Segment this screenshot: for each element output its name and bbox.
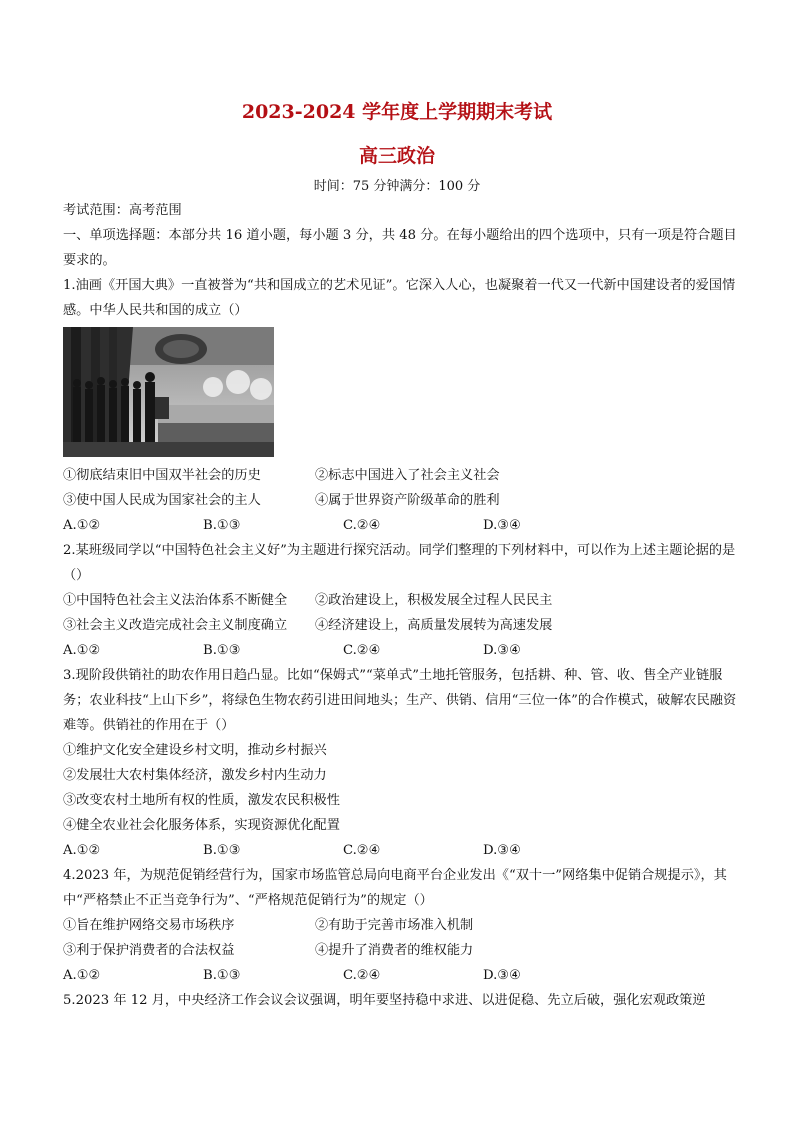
q3-option-b[interactable]: B.①③ <box>203 843 241 858</box>
q2-option-a[interactable]: A.①② <box>63 643 101 658</box>
q3-statement-4: ④健全农业社会化服务体系，实现资源优化配置 <box>63 818 340 833</box>
q1-option-d[interactable]: D.③④ <box>483 518 521 533</box>
q1-option-a[interactable]: A.①② <box>63 518 101 533</box>
q4-option-b[interactable]: B.①③ <box>203 968 241 983</box>
q2-statement-4: ④经济建设上，高质量发展转为高速发展 <box>315 618 553 633</box>
exam-scope: 考试范围：高考范围 <box>63 203 182 218</box>
painting-image <box>63 327 274 457</box>
q4-option-c[interactable]: C.②④ <box>343 968 381 983</box>
q3-options <box>63 838 741 863</box>
q1-option-b[interactable]: B.①③ <box>203 518 241 533</box>
q1-statement-2: ②标志中国进入了社会主义社会 <box>315 468 500 483</box>
q4-option-a[interactable]: A.①② <box>63 968 101 983</box>
q4-option-d[interactable]: D.③④ <box>483 968 521 983</box>
q4-options <box>63 963 741 988</box>
q1-statement-3: ③使中国人民成为国家社会的主人 <box>63 493 261 508</box>
q2-option-d[interactable]: D.③④ <box>483 643 521 658</box>
question-4-stem: 4.2023 年，为规范促销经营行为，国家市场监管总局向电商平台企业发出《“双十一”网络集中促销合规提示》，其中“严格禁止不正当竞争行为”、“严格规范促销行为”的规定（） <box>63 868 727 908</box>
q2-option-c[interactable]: C.②④ <box>343 643 381 658</box>
exam-time-info: 时间：75 分钟满分：100 分 <box>313 179 481 194</box>
question-2-stem: 2.某班级同学以“中国特色社会主义好”为主题进行探究活动。同学们整理的下列材料中，可以作为上述主题论据的是（） <box>63 543 736 583</box>
founding-ceremony-painting <box>63 327 274 457</box>
question-1-stem: 1.油画《开国大典》一直被誉为“共和国成立的艺术见证”。它深入人心，也凝聚着一代又一代新中国建设者的爱国情感。中华人民共和国的成立（） <box>63 278 736 318</box>
q1-statement-1: ①彻底结束旧中国双半社会的历史 <box>63 468 261 483</box>
q4-statement-2: ②有助于完善市场准入机制 <box>315 918 474 933</box>
q2-statement-1: ①中国特色社会主义法治体系不断健全 <box>63 593 288 608</box>
exam-title: 2023-2024 学年度上学期期末考试 <box>241 101 553 123</box>
q2-options <box>63 638 741 663</box>
q1-options <box>63 513 741 538</box>
q4-statement-4: ④提升了消费者的维权能力 <box>315 943 474 958</box>
q2-statement-2: ②政治建设上，积极发展全过程人民民主 <box>315 593 553 608</box>
question-3-stem: 3.现阶段供销社的助农作用日趋凸显。比如“保姆式”“菜单式”土地托管服务，包括耕、种、管、收、售全产业链服务；农业科技“上山下乡”，将绿色生物农药引进田间地头；生产、供销、信用“三位一体”的合作模式，破解农民融资难等。供销社的作用在于（） <box>63 668 737 733</box>
q2-option-b[interactable]: B.①③ <box>203 643 241 658</box>
q3-option-d[interactable]: D.③④ <box>483 843 521 858</box>
section-intro: 一、单项选择题：本部分共 16 道小题，每小题 3 分，共 48 分。在每小题给出的四个选项中，只有一项是符合题目要求的。 <box>63 228 737 268</box>
q2-statement-3: ③社会主义改造完成社会主义制度确立 <box>63 618 288 633</box>
q4-statement-1: ①旨在维护网络交易市场秩序 <box>63 918 235 933</box>
q3-option-c[interactable]: C.②④ <box>343 843 381 858</box>
q3-statement-3: ③改变农村土地所有权的性质，激发农民积极性 <box>63 793 340 808</box>
q3-statement-1: ①维护文化安全建设乡村文明，推动乡村振兴 <box>63 743 327 758</box>
q1-statement-4: ④属于世界资产阶级革命的胜利 <box>315 493 500 508</box>
question-5-stem: 5.2023 年 12 月，中央经济工作会议会议强调，明年要坚持稳中求进、以进促稳、先立后破，强化宏观政策逆 <box>63 993 706 1008</box>
q1-option-c[interactable]: C.②④ <box>343 518 381 533</box>
exam-subject: 高三政治 <box>358 145 435 167</box>
q3-option-a[interactable]: A.①② <box>63 843 101 858</box>
exam-content <box>63 198 741 1013</box>
q3-statement-2: ②发展壮大农村集体经济，激发乡村内生动力 <box>63 768 327 783</box>
q4-statement-3: ③利于保护消费者的合法权益 <box>63 943 235 958</box>
